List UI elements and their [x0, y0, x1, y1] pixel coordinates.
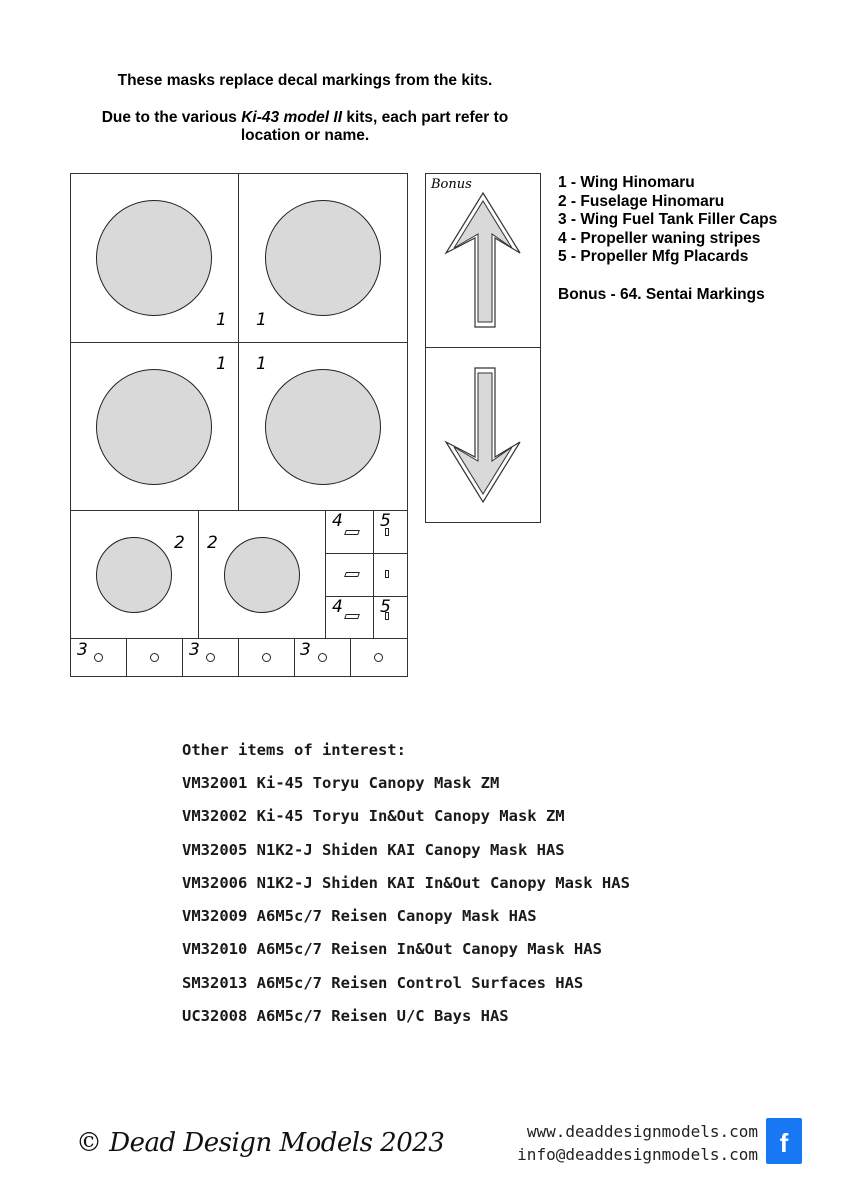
grid-line [425, 173, 541, 174]
intro-line-3: location or name. [240, 127, 370, 144]
grid-line [425, 347, 541, 348]
part-number: 5 [380, 597, 391, 617]
legend-item: 1 - Wing Hinomaru [558, 174, 695, 191]
grid-line [70, 173, 71, 677]
part-number: 3 [77, 640, 88, 660]
grid-line [126, 638, 127, 676]
part-number: 2 [207, 533, 218, 553]
part-number: 1 [216, 354, 227, 374]
facebook-icon[interactable]: f [766, 1118, 802, 1164]
intro-kit-name: Ki-43 model II [241, 109, 343, 126]
other-items [182, 740, 630, 1039]
other-items-heading: Other items of interest: [182, 741, 406, 759]
product-item: VM32009 A6M5c/7 Reisen Canopy Mask HAS [182, 907, 537, 926]
part-number: 1 [256, 354, 267, 374]
filler-cap-mask [206, 653, 215, 662]
part-number: 1 [216, 310, 227, 330]
legend-item: 4 - Propeller waning stripes [558, 229, 761, 247]
arrow-down-icon [443, 365, 523, 505]
legend-bonus: Bonus - 64. Sentai Markings [558, 286, 765, 303]
part-number: 2 [174, 533, 185, 553]
product-item: VM32001 Ki-45 Toryu Canopy Mask ZM [182, 774, 500, 792]
part-number: 4 [332, 597, 343, 617]
propeller-stripe-mask [344, 530, 360, 535]
legend-list [558, 174, 777, 267]
filler-cap-mask [150, 653, 159, 662]
product-item: UC32008 A6M5c/7 Reisen U/C Bays HAS [182, 1007, 509, 1026]
grid-line [325, 553, 407, 554]
grid-line [70, 342, 408, 343]
wing-hinomaru-mask [96, 369, 212, 485]
grid-line [70, 638, 408, 639]
grid-line [373, 510, 374, 638]
grid-line [238, 173, 239, 511]
intro-line-2-post: kits, each part refer to [342, 109, 509, 126]
legend-item: 5 - Propeller Mfg Placards [558, 248, 749, 266]
email-link[interactable]: info@deaddesignmodels.com [517, 1145, 758, 1164]
propeller-stripe-mask [344, 614, 360, 619]
grid-line [350, 638, 351, 676]
product-item: VM32010 A6M5c/7 Reisen In&Out Canopy Mask HAS [182, 940, 602, 959]
grid-line [425, 173, 426, 523]
grid-line [425, 522, 541, 523]
propeller-stripe-mask [344, 572, 360, 577]
grid-line [294, 638, 295, 676]
product-item: SM32013 A6M5c/7 Reisen Control Surfaces HAS [182, 973, 584, 992]
wing-hinomaru-mask [265, 369, 381, 485]
intro-line-2-pre: Due to the various [101, 109, 242, 126]
part-number: 5 [380, 511, 391, 531]
grid-line [540, 173, 541, 523]
grid-line [407, 173, 408, 677]
propeller-placard-mask [385, 612, 389, 620]
website-link[interactable]: www.deaddesignmodels.com [526, 1122, 758, 1141]
filler-cap-mask [262, 653, 271, 662]
propeller-placard-mask [385, 570, 389, 578]
grid-line [238, 638, 239, 676]
legend-item: 2 - Fuselage Hinomaru [558, 192, 725, 210]
product-item: VM32002 Ki-45 Toryu In&Out Canopy Mask ZM [182, 807, 565, 826]
bonus-label: Bonus [431, 177, 472, 192]
part-number: 4 [332, 511, 343, 531]
fuselage-hinomaru-mask [224, 537, 300, 613]
part-number: 3 [189, 640, 200, 660]
intro-line-1: These masks replace decal markings from the kits. [117, 72, 493, 89]
grid-line [70, 510, 408, 511]
grid-line [325, 510, 326, 638]
grid-line [70, 173, 408, 174]
product-item: VM32005 N1K2-J Shiden KAI Canopy Mask HAS [182, 840, 565, 859]
legend-item: 3 - Wing Fuel Tank Filler Caps [558, 211, 778, 229]
part-number: 1 [256, 310, 267, 330]
propeller-placard-mask [385, 528, 389, 536]
wing-hinomaru-mask [265, 200, 381, 316]
filler-cap-mask [94, 653, 103, 662]
grid-line [198, 510, 199, 638]
grid-line [70, 676, 408, 677]
wing-hinomaru-mask [96, 200, 212, 316]
grid-line [182, 638, 183, 676]
arrow-up-icon [443, 190, 523, 330]
product-item: VM32006 N1K2-J Shiden KAI In&Out Canopy Mask HAS [182, 873, 630, 892]
fuselage-hinomaru-mask [96, 537, 172, 613]
part-number: 3 [300, 640, 311, 660]
copyright: © Dead Design Models 2023 [76, 1128, 445, 1158]
contact-block [482, 1120, 758, 1166]
filler-cap-mask [374, 653, 383, 662]
filler-cap-mask [318, 653, 327, 662]
